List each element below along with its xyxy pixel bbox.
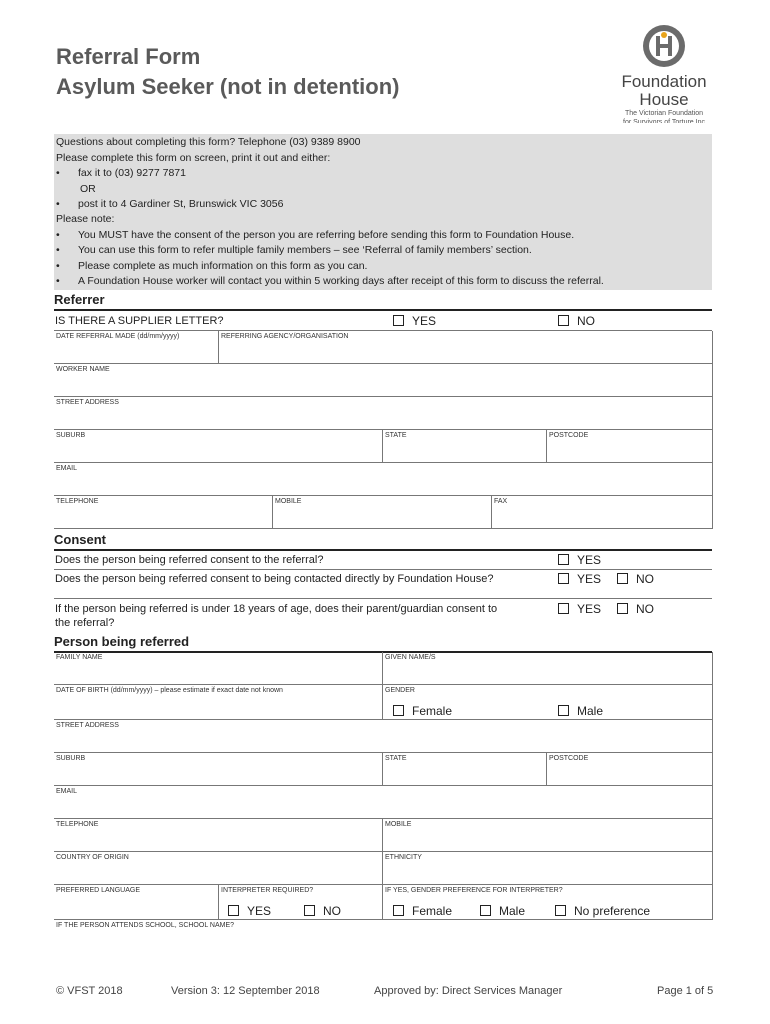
logo-emblem-icon [612,22,716,68]
consent-q2-yes-checkbox[interactable]: YES [558,572,601,586]
info-bullet: • fax it to (03) 9277 7871 [56,167,186,179]
page-subtitle: Asylum Seeker (not in detention) [56,74,400,99]
consent-q3-line1: If the person being referred is under 18 years of age, does their parent/guardian consent to [55,603,498,615]
note-title: Please note: [56,213,115,225]
footer-version: Version 3: 12 September 2018 [171,985,320,997]
person-state-field[interactable]: STATE [383,753,547,786]
supplier-no-checkbox[interactable]: NO [558,314,595,328]
worker-name-field[interactable]: WORKER NAME [54,364,713,397]
consent-q3-yes-checkbox[interactable]: YES [558,602,601,616]
interpreter-required-field: INTERPRETER REQUIRED? [219,885,383,920]
interp-no-preference-checkbox[interactable]: No preference [555,904,650,918]
gender-female-checkbox[interactable]: Female [393,704,452,718]
country-of-origin-field[interactable]: COUNTRY OF ORIGIN [54,852,383,885]
footer-page-number: Page 1 of 5 [657,985,714,997]
referrer-mobile-field[interactable]: MOBILE [273,496,492,529]
supplier-yes-checkbox[interactable]: YES [393,314,436,328]
referrer-state-field[interactable]: STATE [383,430,547,463]
interp-male-checkbox[interactable]: Male [480,904,525,918]
consent-q2: Does the person being referred consent to being contacted directly by Foundation House? [55,573,494,585]
fax-instruction: fax it to (03) 9277 7871 [78,167,186,179]
consent-q3-no-checkbox[interactable]: NO [617,602,654,616]
info-bullet: • post it to 4 Gardiner St, Brunswick VIC 3056 [56,198,284,210]
consent-heading: Consent [54,531,712,551]
note-item: A Foundation House worker will contact you within 5 working days after receipt of this form to discuss the referral. [78,275,604,287]
referrer-suburb-field[interactable]: SUBURB [54,430,383,463]
referrer-heading: Referrer [54,291,712,311]
person-street-field[interactable]: STREET ADDRESS [54,720,713,753]
info-or: OR [80,182,96,195]
referrer-telephone-field[interactable]: TELEPHONE [54,496,273,529]
logo-name-line2: House [639,90,689,109]
info-line: Questions about completing this form? Telephone (03) 9389 8900 [56,136,361,148]
person-suburb-field[interactable]: SUBURB [54,753,383,786]
family-name-field[interactable]: FAMILY NAME [54,652,383,685]
contact-info-box [54,134,712,211]
referrer-email-field[interactable]: EMAIL [54,463,713,496]
person-mobile-field[interactable]: MOBILE [383,819,713,852]
person-telephone-field[interactable]: TELEPHONE [54,819,383,852]
interp-female-checkbox[interactable]: Female [393,904,452,918]
note-item: Please complete as much information on this form as you can. [78,259,368,272]
consent-q2-no-checkbox[interactable]: NO [617,572,654,586]
preferred-language-field[interactable]: PREFERRED LANGUAGE [54,885,219,920]
consent-q1: Does the person being referred consent to the referral? [55,554,324,566]
date-referral-field[interactable]: DATE REFERRAL MADE (dd/mm/yyyy) [54,331,219,364]
notes-box: Please note: • You MUST have the consent of the person you are referring before sending this form to Foundation House. • You can use this form to refer multiple family members – see ‘Referral of family members’ section. • Please complete as much information on this form as you can. • A Foundation House worker will contact you within 5 working days after receipt of this form to discuss the referral. [54,211,712,290]
ethnicity-field[interactable]: ETHNICITY [383,852,713,885]
person-postcode-field[interactable]: POSTCODE [547,753,713,786]
info-line: Please complete this form on screen, print it out and either: [56,151,331,164]
referrer-postcode-field[interactable]: POSTCODE [547,430,713,463]
page-title: Referral Form [56,44,201,69]
referrer-fax-field[interactable]: FAX [492,496,713,529]
logo-sub-line1: The Victorian Foundation [624,110,704,117]
consent-q3-line2: the referral? [55,617,115,629]
gender-field: GENDER [383,685,713,720]
post-instruction: post it to 4 Gardiner St, Brunswick VIC 3056 [78,198,284,210]
dob-field[interactable]: DATE OF BIRTH (dd/mm/yyyy) – please estimate if exact date not known [54,685,383,720]
school-name-field[interactable]: IF THE PERSON ATTENDS SCHOOL, SCHOOL NAME? [56,922,235,929]
foundation-house-logo [612,22,716,123]
logo-sub-line2: for Survivors of Torture Inc [623,119,705,123]
interpreter-yes-checkbox[interactable]: YES [228,904,271,918]
given-name-field[interactable]: GIVEN NAME/S [383,652,713,685]
logo-name-line1: Foundation [621,72,707,91]
referrer-street-field[interactable]: STREET ADDRESS [54,397,713,430]
interpreter-no-checkbox[interactable]: NO [304,904,341,918]
person-heading: Person being referred [54,633,712,653]
footer-approved: Approved by: Direct Services Manager [374,985,563,997]
footer-copyright: © VFST 2018 [56,985,123,997]
agency-field[interactable]: REFERRING AGENCY/ORGANISATION [219,331,713,364]
gender-male-checkbox[interactable]: Male [558,704,603,718]
supplier-letter-question: IS THERE A SUPPLIER LETTER? [55,315,224,327]
note-item: You MUST have the consent of the person you are referring before sending this form to Foundation House. [78,228,575,241]
consent-q1-yes-checkbox[interactable]: YES [558,553,601,567]
person-email-field[interactable]: EMAIL [54,786,713,819]
note-item: You can use this form to refer multiple family members – see ‘Referral of family members’ section. [78,244,532,256]
interpreter-gender-field: IF YES, GENDER PREFERENCE FOR INTERPRETER? [383,885,713,920]
